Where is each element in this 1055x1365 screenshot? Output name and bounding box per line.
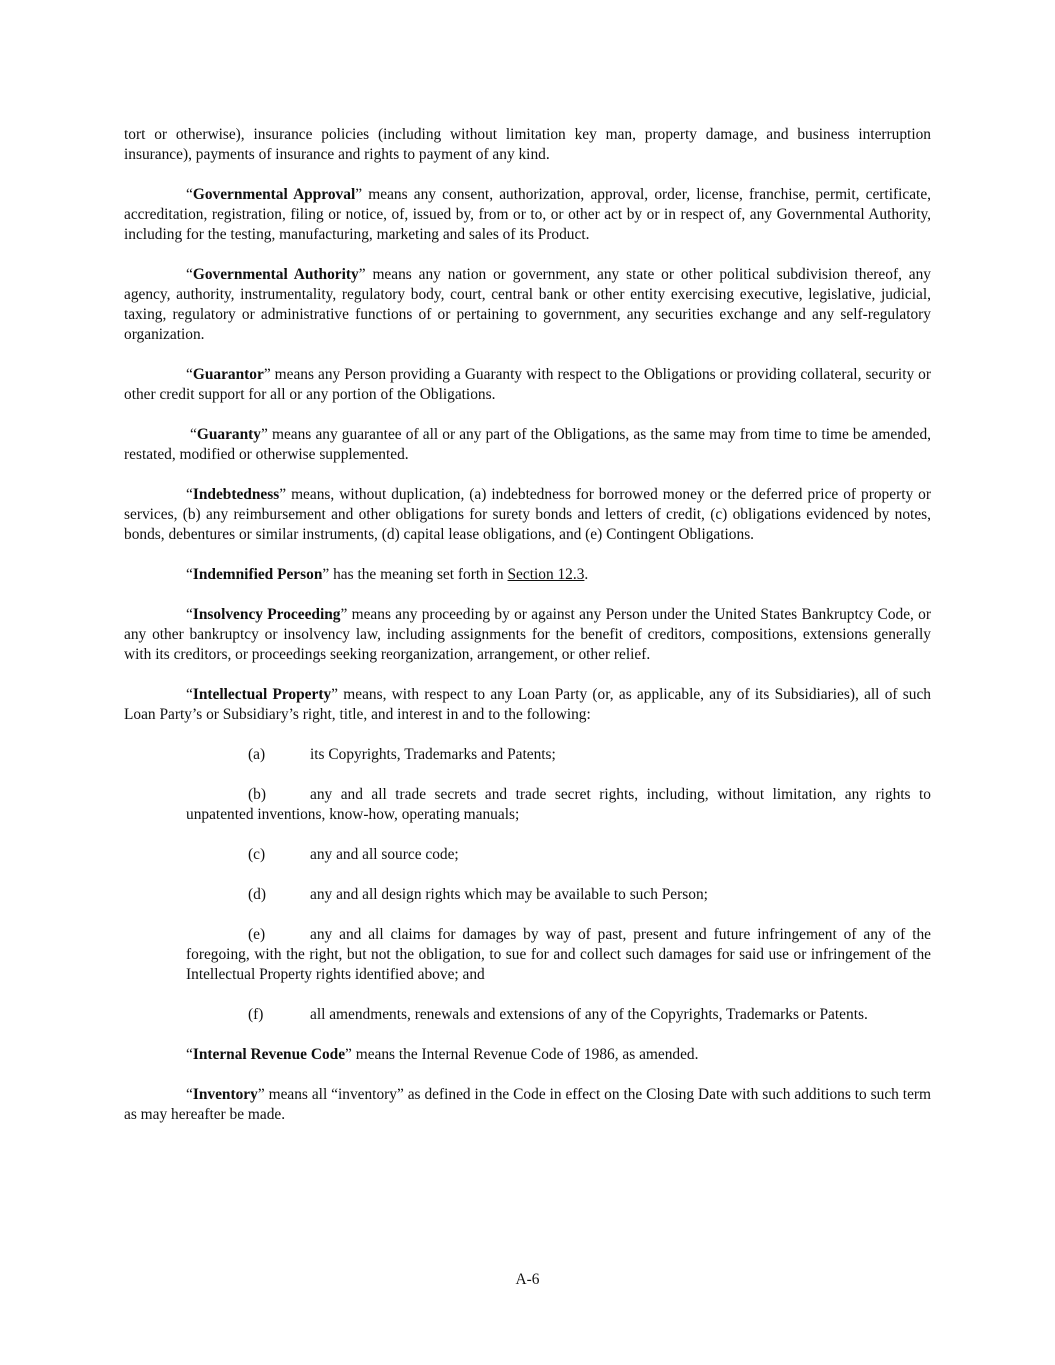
definition-body: means any nation or government, any state or other political subdivision thereof, any agency, authority, instrumentality, regulatory body, court, central bank or other entity exercising executive, legislative, judicial, taxing, regulatory or administrative functions of or pertaining to government, any securities exchange and any self-regulatory organization. (124, 266, 932, 343)
defined-term: Insolvency Proceeding (192, 606, 341, 623)
definition-guaranty: “Guaranty” means any guarantee of all or any part of the Obligations, as the same may from time to time be amended, restated, modified or otherwise supplemented. (124, 426, 931, 463)
document-page (124, 125, 931, 1145)
defined-term: Indemnified Person (192, 566, 323, 583)
ip-clause-b (186, 785, 931, 825)
ip-clause-c (186, 845, 931, 865)
definition-indebtedness: “Indebtedness” means, without duplication, (a) indebtedness for borrowed money or the deferred price of property or services, (b) any reimbursement and other obligations for surety bonds and letters of credit, (c) obligations evidenced by notes, bonds, debentures or similar instruments, (d) capital lease obligations, and (e) Contingent Obligations. (124, 486, 931, 543)
definition-body: means any consent, authorization, approval, order, license, franchise, permit, certificate, accreditation, registration, filing or notice, of, issued by, from or to, or other act by or in respect of, any Governmental Authority, including for the testing, manufacturing, marketing and sales of its Product. (124, 186, 931, 243)
clause-label: (c) (248, 846, 266, 863)
defined-term: Guarantor (192, 366, 264, 383)
clause-text: any and all claims for damages by way of past, present and future infringement of any of the foregoing, with the right, but not the obligation, to sue for and collect such damages for said use or infringement of the Intellectual Property rights identified above; and (186, 926, 931, 983)
clause-text: its Copyrights, Trademarks and Patents; (310, 746, 556, 763)
ip-clause-f (186, 1005, 931, 1025)
definition-body: has the meaning set forth in (329, 566, 508, 583)
clause-label: (d) (248, 886, 266, 903)
clause-text: any and all trade secrets and trade secret rights, including, without limitation, any rights to unpatented inventions, know-how, operating manuals; (186, 786, 931, 823)
definition-body: means any Person providing a Guaranty with respect to the Obligations or providing collateral, security or other credit support for all or any portion of the Obligations. (124, 366, 931, 403)
defined-term: Governmental Approval (192, 186, 356, 203)
defined-term: Indebtedness (192, 486, 280, 503)
clause-label: (e) (248, 926, 266, 943)
intro-paragraph: tort or otherwise), insurance policies (including without limitation key man, property damage, and business interruption insurance), payments of insurance and rights to payment of any kind. (124, 126, 931, 163)
section-reference-link[interactable]: Section 12.3 (507, 566, 585, 583)
defined-term: Intellectual Property (192, 686, 332, 703)
definition-internal-revenue-code: “Internal Revenue Code” means the Internal Revenue Code of 1986, as amended. (186, 1046, 699, 1063)
definition-body: means any guarantee of all or any part of the Obligations, as the same may from time to time be amended, restated, modified or otherwise supplemented. (124, 426, 931, 463)
defined-term: Guaranty (196, 426, 261, 443)
definition-insolvency-proceeding: “Insolvency Proceeding” means any proceeding by or against any Person under the United States Bankruptcy Code, or any other bankruptcy or insolvency law, including assignments for the benefit of creditors, compositions, extensions generally with its creditors, or proceedings seeking reorganization, arrangement, or other relief. (124, 606, 932, 663)
definition-body: means all “inventory” as defined in the Code in effect on the Closing Date with such additions to such term as may hereafter be made. (124, 1086, 931, 1123)
ip-clause-d (186, 885, 931, 905)
clause-label: (f) (248, 1006, 264, 1023)
definition-body: means, with respect to any Loan Party (or, as applicable, any of its Subsidiaries), all of such Loan Party’s or Subsidiary’s right, title, and interest in and to the following: (124, 686, 931, 723)
definition-body: means any proceeding by or against any Person under the United States Bankruptcy Code, or any other bankruptcy or insolvency law, including assignments for the benefit of creditors, compositions, extensions generally with its creditors, or proceedings seeking reorganization, arrangement, or other relief. (124, 606, 932, 663)
clause-text: all amendments, renewals and extensions of any of the Copyrights, Trademarks or Patents. (310, 1006, 868, 1023)
definition-intellectual-property: “Intellectual Property” means, with respect to any Loan Party (or, as applicable, any of its Subsidiaries), all of such Loan Party’s or Subsidiary’s right, title, and interest in and to the following: (124, 686, 931, 723)
page-number: A-6 (515, 1271, 540, 1288)
clause-label: (b) (248, 786, 266, 803)
clause-text: any and all source code; (310, 846, 459, 863)
defined-term: Governmental Authority (192, 266, 359, 283)
definition-guarantor: “Guarantor” means any Person providing a Guaranty with respect to the Obligations or providing collateral, security or other credit support for all or any portion of the Obligations. (124, 366, 931, 403)
definition-inventory: “Inventory” means all “inventory” as defined in the Code in effect on the Closing Date with such additions to such term as may hereafter be made. (124, 1086, 931, 1123)
defined-term: Internal Revenue Code (192, 1046, 346, 1063)
definition-body: means the Internal Revenue Code of 1986, as amended. (351, 1046, 699, 1063)
ip-clause-a (186, 745, 931, 765)
definition-governmental-approval: “Governmental Approval” means any consent, authorization, approval, order, license, franchise, permit, certificate, accreditation, registration, filing or notice, of, issued by, from or to, or other act by or in respect of, any Governmental Authority, including for the testing, manufacturing, marketing and sales of its Product. (124, 186, 931, 243)
clause-label: (a) (248, 746, 266, 763)
ip-clause-e (186, 925, 931, 985)
definition-body: means, without duplication, (a) indebtedness for borrowed money or the deferred price of property or services, (b) any reimbursement and other obligations for surety bonds and letters of credit, (c) obligations evidenced by notes, bonds, debentures or similar instruments, (d) capital lease obligations, and (e) Contingent Obligations. (124, 486, 931, 543)
defined-term: Inventory (192, 1086, 258, 1103)
clause-text: any and all design rights which may be available to such Person; (310, 886, 708, 903)
definition-governmental-authority: “Governmental Authority” means any nation or government, any state or other political subdivision thereof, any agency, authority, instrumentality, regulatory body, court, central bank or other entity exercising executive, legislative, judicial, taxing, regulatory or administrative functions of or pertaining to government, any securities exchange and any self-regulatory organization. (124, 266, 932, 343)
definition-indemnified-person: “Indemnified Person” has the meaning set forth in Section 12.3. (186, 566, 589, 583)
